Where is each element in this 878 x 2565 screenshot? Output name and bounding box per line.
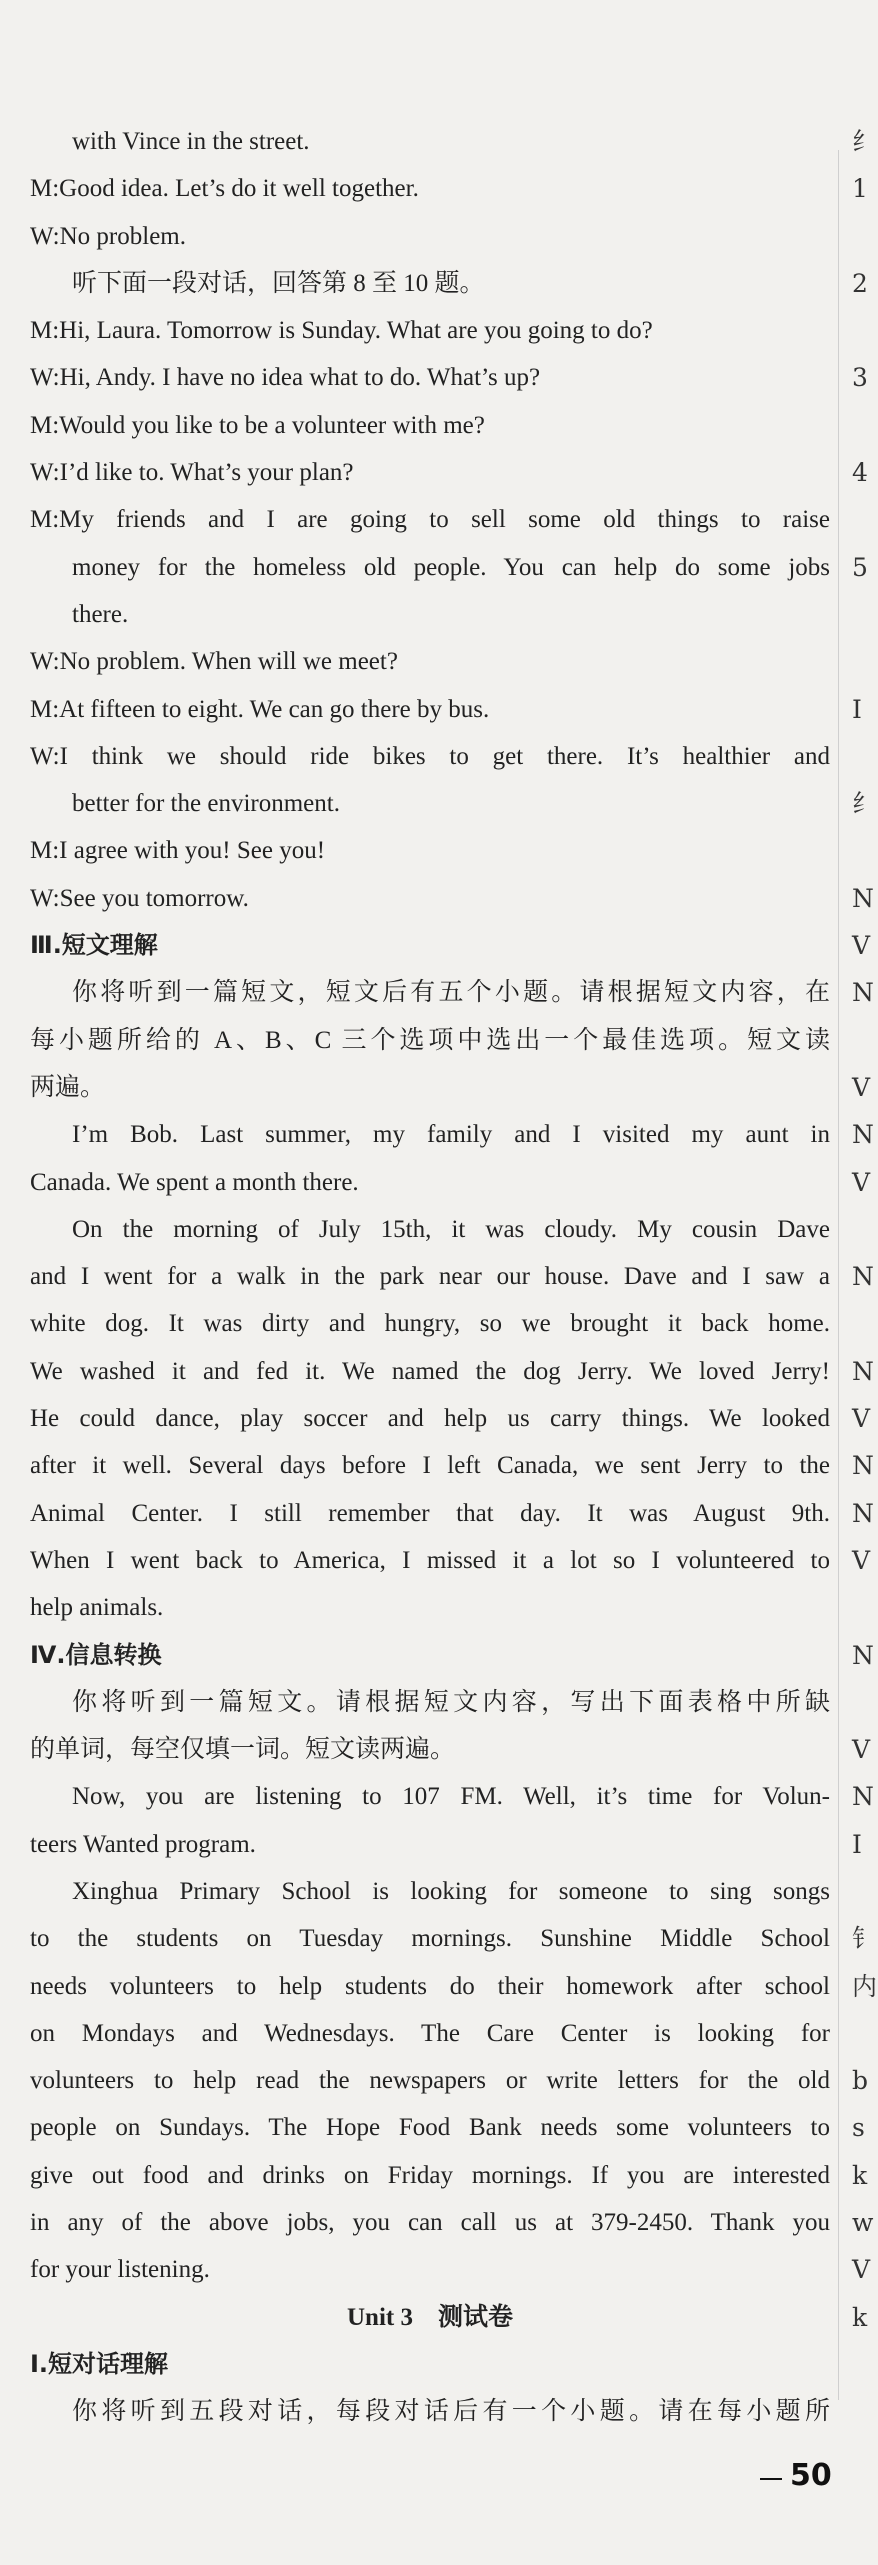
instruction-line: 你将听到五段对话，每段对话后有一个小题。请在每小题所	[72, 2398, 830, 2426]
dialogue-line: W:See you tomorrow.	[30, 884, 249, 912]
dialogue-line: W:Hi, Andy. I have no idea what to do. What’s up?	[30, 364, 541, 392]
dialogue-line: M:Would you like to be a volunteer with me?	[30, 411, 485, 439]
passage-line: in any of the above jobs, you can call us at 379-2450. Thank you	[30, 2209, 830, 2237]
main-column	[30, 118, 830, 2436]
unit-title: Unit 3 测试卷	[347, 2303, 513, 2331]
strip-char: N	[852, 1120, 874, 1150]
passage-line: He could dance, play soccer and help us carry things. We looked	[30, 1405, 830, 1433]
strip-char: 3	[852, 363, 868, 393]
strip-char: N	[852, 978, 874, 1008]
passage-line: volunteers to help read the newspapers or write letters for the old	[30, 2067, 830, 2095]
strip-char: N	[852, 1356, 874, 1386]
passage-line: people on Sundays. The Hope Food Bank needs some volunteers to	[30, 2114, 830, 2142]
strip-char: 纟	[852, 789, 878, 819]
text-line: with Vince in the street.	[72, 128, 310, 155]
passage-line: teers Wanted program.	[30, 1830, 256, 1858]
dialogue-line: W:I think we should ride bikes to get there. It’s healthier and	[30, 742, 830, 770]
page-number-dash	[760, 2478, 782, 2480]
strip-char: V	[852, 1072, 871, 1102]
strip-char: 内	[852, 1971, 878, 2001]
passage-line: after it well. Several days before I left Canada, we sent Jerry to the	[30, 1452, 830, 1480]
strip-char: k	[852, 2302, 868, 2332]
passage-line: I’m Bob. Last summer, my family and I visited my aunt in	[72, 1121, 830, 1149]
dialogue-line: there.	[72, 600, 129, 628]
passage-line: give out food and drinks on Friday mornings. If you are interested	[30, 2161, 830, 2189]
strip-char: V	[852, 1545, 871, 1575]
dialogue-line: W:I’d like to. What’s your plan?	[30, 459, 354, 487]
dialogue-line: money for the homeless old people. You can help do some jobs	[72, 553, 830, 581]
strip-char: N	[852, 1782, 874, 1812]
strip-char: N	[852, 1498, 874, 1528]
instruction-line: 每小题所给的 A、B、C 三个选项中选出一个最佳选项。短文读	[30, 1026, 830, 1054]
dialogue-line: M:I agree with you! See you!	[30, 837, 326, 865]
strip-char: N	[852, 1451, 874, 1481]
strip-char: N	[852, 1640, 874, 1670]
strip-char: 钅	[852, 1924, 878, 1954]
instruction-line: 两遍。	[30, 1073, 106, 1101]
passage-line: needs volunteers to help students do their homework after school	[30, 1972, 830, 2000]
passage-line: on Mondays and Wednesdays. The Care Center is looking for	[30, 2019, 830, 2047]
strip-char: V	[852, 1404, 871, 1434]
dialogue-line: M:At fifteen to eight. We can go there by bus.	[30, 695, 490, 723]
instruction-line: 听下面一段对话，回答第 8 至 10 题。	[72, 269, 485, 297]
strip-char: V	[852, 1167, 871, 1197]
dialogue-line: M:My friends and I are going to sell some old things to raise	[30, 506, 830, 534]
section-heading: Ⅲ.短文理解	[30, 931, 158, 960]
instruction-line: 你将听到一篇短文，短文后有五个小题。请根据短文内容，在	[72, 979, 830, 1007]
strip-char: 5	[852, 552, 868, 582]
passage-line: Now, you are listening to 107 FM. Well, it’s time for Volun-	[72, 1783, 830, 1811]
passage-line: Canada. We spent a month there.	[30, 1168, 359, 1196]
strip-char: V	[852, 1735, 871, 1765]
strip-char: V	[852, 2255, 871, 2285]
strip-char: I	[852, 694, 862, 724]
strip-char: I	[852, 1829, 862, 1859]
dialogue-line: W:No problem.	[30, 222, 186, 250]
passage-line: Xinghua Primary School is looking for someone to sing songs	[72, 1877, 830, 1905]
passage-line: On the morning of July 15th, it was cloudy. My cousin Dave	[72, 1215, 830, 1243]
strip-char: k	[852, 2160, 868, 2190]
dialogue-line: M:Hi, Laura. Tomorrow is Sunday. What are you going to do?	[30, 317, 653, 345]
passage-line: and I went for a walk in the park near our house. Dave and I saw a	[30, 1263, 830, 1291]
instruction-line: 的单词，每空仅填一词。短文读两遍。	[30, 1736, 456, 1764]
passage-line: for your listening.	[30, 2256, 210, 2284]
strip-char: V	[852, 931, 871, 961]
section-heading: Ⅳ.信息转换	[30, 1640, 162, 1669]
strip-char: N	[852, 883, 874, 913]
strip-char: 1	[852, 174, 868, 204]
instruction-line: 你将听到一篇短文。请根据短文内容，写出下面表格中所缺	[72, 1688, 830, 1716]
section-heading: Ⅰ.短对话理解	[30, 2349, 169, 2378]
strip-char: 纟	[852, 127, 878, 156]
column-divider	[838, 150, 839, 2400]
passage-line: help animals.	[30, 1594, 164, 1622]
page-number: 50	[790, 2458, 832, 2493]
dialogue-line: M:Good idea. Let’s do it well together.	[30, 175, 419, 203]
passage-line: We washed it and fed it. We named the dog Jerry. We loved Jerry!	[30, 1357, 830, 1385]
strip-char: w	[852, 2208, 874, 2238]
strip-char: 4	[852, 458, 868, 488]
passage-line: white dog. It was dirty and hungry, so we brought it back home.	[30, 1310, 830, 1338]
dialogue-line: better for the environment.	[72, 790, 340, 818]
strip-char: N	[852, 1262, 874, 1292]
passage-line: When I went back to America, I missed it a lot so I volunteered to	[30, 1546, 830, 1574]
passage-line: Animal Center. I still remember that day. It was August 9th.	[30, 1499, 830, 1527]
strip-char: s	[852, 2113, 865, 2143]
strip-char: 2	[852, 268, 868, 298]
dialogue-line: W:No problem. When will we meet?	[30, 648, 398, 676]
strip-char: b	[852, 2066, 869, 2096]
adjacent-page-strip	[852, 118, 878, 2341]
passage-line: to the students on Tuesday mornings. Sunshine Middle School	[30, 1925, 830, 1953]
